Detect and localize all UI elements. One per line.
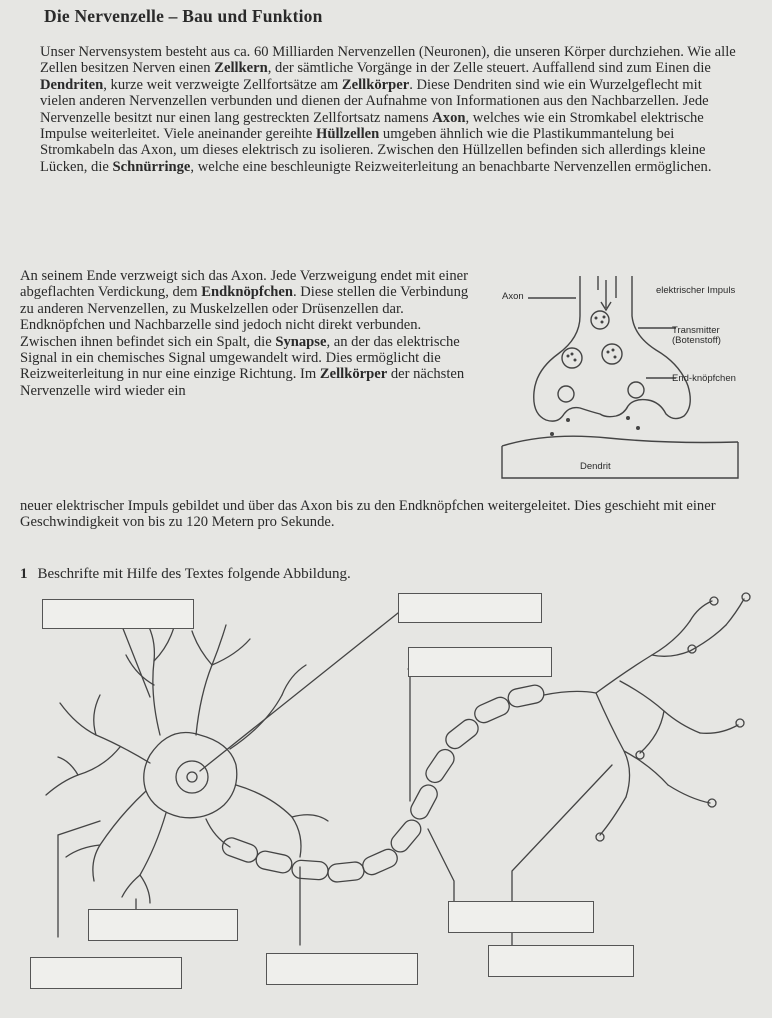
inset-label-impuls: elektrischer Impuls <box>656 285 736 296</box>
label-box-1[interactable] <box>42 599 194 629</box>
task-number: 1 <box>20 566 28 582</box>
bold-term: Hüllzellen <box>316 126 380 143</box>
inset-label-endknoepfchen: End-knöpfchen <box>672 373 736 384</box>
bold-term: Zellkörper <box>341 76 410 93</box>
label-box-6[interactable] <box>30 957 182 989</box>
label-box-8[interactable] <box>488 945 634 977</box>
synapse-diagram <box>488 268 750 486</box>
bold-term: Zellkörper <box>319 366 388 383</box>
label-box-5[interactable] <box>448 901 594 933</box>
inset-label-transmitter: Transmitter (Botenstoff) <box>672 325 721 346</box>
paragraph-intro: Unser Nervensystem besteht aus ca. 60 Milliarden Nervenzellen (Neuronen), die unseren Körper durchziehen. Wie alle Zellen besitzen Nerven einen Zellkern, der sämtliche Vorgänge in der Zelle steuert. Auffallend sind zum Einen die Dendriten, kurze weit verzweigte Zellfortsätze am Zellkörper. Diese Dendriten sind wie ein Wurzelgeflecht mit vielen anderen Nervenzellen verbunden und dienen der Aufnahme von Informationen aus den Nachbarzellen. Jede Nervenzelle besitzt nur einen lang gestreckten Zellfortsatz namens Axon, welches wie ein Stromkabel elektrische Impulse weiterleitet. Viele aneinander gereihte Hüllzellen umgeben ähnlich wie die Plastikummantelung bei Stromkabeln das Axon, um dieses elektrisch zu isolieren. Zwischen den Hüllzellen befinden sich allerdings kleine Lücken, die Schnürringe, welche eine beschleunigte Reizweiterleitung an benachbarte Nervenzellen ermöglichen. <box>40 44 736 175</box>
neuron-diagram <box>0 585 772 1013</box>
paragraph-geschwindigkeit: neuer elektrischer Impuls gebildet und über das Axon bis zu den Endknöpfchen weitergeleitet. Dies geschieht mit einer Geschwindigkeit von bis zu 120 Metern pro Sekunde. <box>20 498 716 531</box>
task-text: Beschrifte mit Hilfe des Textes folgende Abbildung. <box>37 566 351 582</box>
bold-term: Synapse <box>275 333 327 350</box>
neuron-drawing <box>0 585 772 1013</box>
page-title: Die Nervenzelle – Bau und Funktion <box>44 6 323 26</box>
bold-term: Zellkern <box>214 60 268 77</box>
inset-label-dendrit: Dendrit <box>580 461 611 472</box>
label-box-3[interactable] <box>408 647 552 677</box>
task-instruction <box>20 566 351 583</box>
label-box-4[interactable] <box>88 909 238 941</box>
paragraph-endknoepfchen: An seinem Ende verzweigt sich das Axon. Jede Verzweigung endet mit einer abgeflachten Verdickung, dem Endknöpfchen. Diese stellen die Verbindung zu anderen Nervenzellen, zu Muskelzellen oder Drüsenzellen dar. Endknöpfchen und Nachbarzelle sind jedoch nicht direkt verbunden. Zwischen ihnen befindet sich ein Spalt, die Synapse, an der das elektrische Signal in ein chemisches Signal umgewandelt wird. Dies ermöglicht die Reizweiterleitung in nur eine einzige Richtung. Im Zellkörper der nächsten Nervenzelle wird wieder ein <box>20 268 469 399</box>
bold-term: Schnürringe <box>112 158 191 175</box>
bold-term: Dendriten <box>40 76 104 93</box>
label-box-2[interactable] <box>398 593 542 623</box>
inset-label-axon: Axon <box>502 291 524 302</box>
label-box-7[interactable] <box>266 953 418 985</box>
bold-term: Axon <box>432 109 466 126</box>
bold-term: Endknöpfchen <box>201 284 293 301</box>
